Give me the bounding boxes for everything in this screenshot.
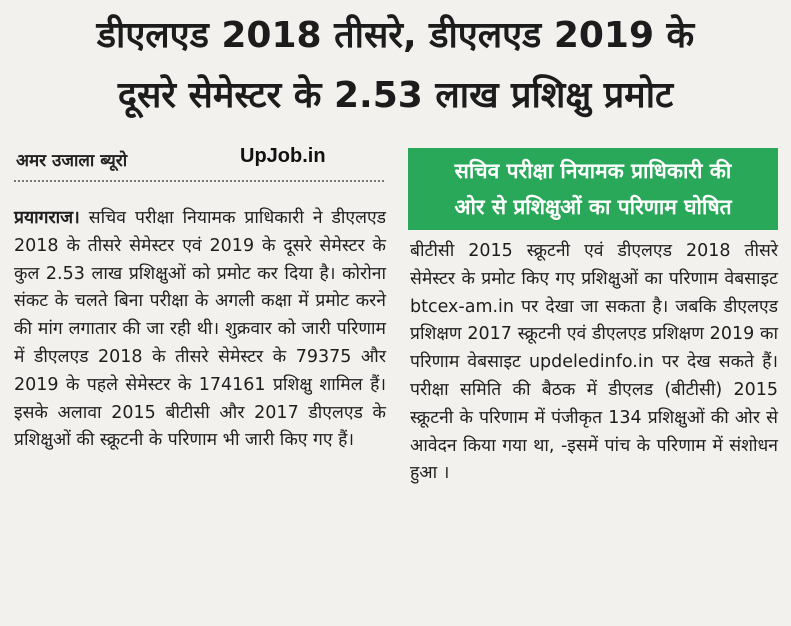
left-column-body: सचिव परीक्षा नियामक प्राधिकारी ने डीएलएड 2018 के तीसरे सेमेस्टर एवं 2019 के दूसरे सेमेस्टर के कुल 2.53 लाख प्रशिक्षुओं को प्रमोट कर दिया है। कोरोना संकट के चलते बिना परीक्षा के अगली कक्षा में प्रमोट करने की मांग लगातार की जा रही थी। शुक्रवार को जारी परिणाम में डीएलएड 2018 के तीसरे सेमेस्टर के 79375 और 2019 के पहले सेमेस्टर के 174161 प्रशिक्षु शामिल हैं। इसके अलावा 2015 बीटीसी और 2017 डीएलएड के प्रशिक्षुओं की स्क्रूटनी के परिणाम भी जारी किए गए हैं।: [14, 208, 386, 451]
highlight-box: [408, 148, 778, 230]
right-column-body: बीटीसी 2015 स्क्रूटनी एवं डीएलएड 2018 तीसरे सेमेस्टर के प्रमोट किए गए प्रशिक्षुओं का परिणाम वेबसाइट btcex-am.in पर देखा जा सकता है। जबकि डीएलएड प्रशिक्षण 2017 स्क्रूटनी एवं डीएलएड प्रशिक्षण 2019 का परिणाम वेबसाइट updeledinfo.in पर देख सकते हैं। परीक्षा समिति की बैठक में डीएलड (बीटीसी) 2015 स्क्रूटनी के परिणाम में पंजीकृत 134 प्रशिक्षुओं की ओर से आवेदन किया गया था, -इसमें पांच के परिणाम में संशोधन हुआ ।: [410, 241, 778, 484]
highlight-line-1: सचिव परीक्षा नियामक प्राधिकारी की: [454, 159, 732, 183]
headline-line-1: डीएलएड 2018 तीसरे, डीएलएड 2019 के: [96, 15, 695, 56]
watermark: UpJob.in: [240, 145, 326, 167]
right-column-article: [410, 238, 778, 488]
left-column-article: [14, 205, 386, 455]
dateline: प्रयागराज।: [14, 208, 80, 228]
headline-line-2: दूसरे सेमेस्टर के 2.53 लाख प्रशिक्षु प्रमोट: [117, 75, 674, 116]
headline: [0, 6, 791, 126]
byline: अमर उजाला ब्यूरो: [16, 151, 128, 171]
dotted-divider: [14, 180, 384, 182]
highlight-line-2: ओर से प्रशिक्षुओं का परिणाम घोषित: [454, 195, 732, 219]
